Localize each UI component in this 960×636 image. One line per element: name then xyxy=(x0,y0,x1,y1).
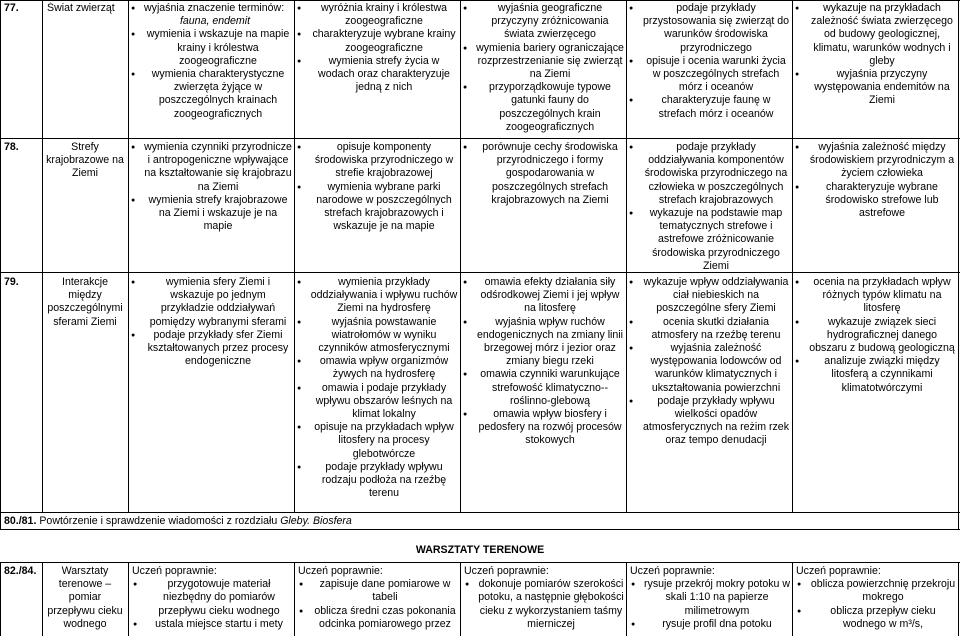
requirement-item: ● wyróżnia krainy i królestwa zoogeograficzne xyxy=(296,2,458,28)
requirement-item: ● opisuje komponenty środowiska przyrodniczego w strefie krajobrazowej xyxy=(296,141,458,181)
requirement-item: ● oblicza przepływ cieku wodnego w m³/s, xyxy=(796,605,956,631)
lesson-number: 78. xyxy=(4,141,19,153)
requirement-item: ● omawia czynniki warunkujące strefowość klimatyczno--roślinno-glebową xyxy=(462,368,624,408)
grid-line xyxy=(42,562,43,636)
requirement-item: ● wyjaśnia geograficzne przyczyny zróżnicowania świata zwierzęcego xyxy=(462,2,624,42)
requirement-item: ● ocenia na przykładach wpływ różnych typów klimatu na litosferę xyxy=(794,276,956,316)
workshop-heading: WARSZTATY TERENOWE xyxy=(415,544,545,556)
requirement-item: ● zapisuje dane pomiarowe w tabeli xyxy=(298,578,458,604)
review-chapter: Gleby. Biosfera xyxy=(280,515,352,527)
requirement-item: ● oblicza powierzchnię przekroju mokrego xyxy=(796,578,956,604)
review-text: Powtórzenie i sprawdzenie wiadomości z rozdziału xyxy=(39,515,281,527)
review-number: 80./81. xyxy=(4,515,37,527)
grid-line xyxy=(0,0,1,529)
grid-line xyxy=(0,0,960,1)
requirement-item: ● wymienia czynniki przyrodnicze i antropogeniczne wpływające na kształtowanie się krajobrazu na Ziemi xyxy=(130,141,292,194)
requirement-item: ● wykazuje związek sieci hydrograficznej danego obszaru z budową geologiczną xyxy=(794,316,956,356)
grid-line xyxy=(792,562,793,636)
grid-line xyxy=(0,512,960,513)
grid-line xyxy=(294,562,295,636)
requirements-c4 xyxy=(628,2,790,121)
requirements-c2 xyxy=(296,2,458,94)
requirements-c4 xyxy=(628,141,790,273)
requirement-item: ● ocenia skutki działania atmosfery na rzeźbę terenu xyxy=(628,316,790,342)
requirement-item: ● charakteryzuje wybrane środowisko strefowe lub astrefowe xyxy=(794,181,956,221)
lesson-topic: Świat zwierząt xyxy=(47,2,115,14)
requirement-item: ● dokonuje pomiarów szerokości potoku, a następnie głębokości cieku z wykorzystaniem taśmy mierniczej xyxy=(464,578,624,631)
workshop-c1 xyxy=(132,565,292,631)
workshop-c5 xyxy=(796,565,956,631)
grid-line xyxy=(128,562,129,636)
workshop-intro: Uczeń poprawnie: xyxy=(796,565,881,577)
lesson-number: 79. xyxy=(4,276,19,288)
grid-line xyxy=(626,0,627,512)
workshop-c4 xyxy=(630,565,790,631)
requirement-item: ● ustala miejsce startu i mety xyxy=(132,618,292,631)
requirement-item: ● wykazuje wpływ oddziaływania ciał niebieskich na poszczególne sfery Ziemi xyxy=(628,276,790,316)
workshop-intro: Uczeń poprawnie: xyxy=(630,565,715,577)
requirement-item: ● podaje przykłady wpływu wielkości opadów atmosferycznych na reżim rzek oraz tempo denudacji xyxy=(628,395,790,448)
grid-line xyxy=(460,562,461,636)
requirement-item: ● wyjaśnia zależność występowania lodowców od warunków klimatycznych i ukształtowania powierzchni xyxy=(628,342,790,395)
requirement-item: ● wyjaśnia przyczyny występowania endemitów na Ziemi xyxy=(794,68,956,108)
lesson-topic: Interakcje między poszczególnymi sferami Ziemi xyxy=(47,276,123,328)
requirements-c3 xyxy=(462,2,624,134)
requirement-item: ● przyporządkowuje typowe gatunki fauny do poszczególnych krain zoogeograficznych xyxy=(462,81,624,134)
requirement-item: ● wyjaśnia wpływ ruchów endogenicznych na zmiany linii brzegowej mórz i jezior oraz zmiany biegu rzeki xyxy=(462,316,624,369)
workshop-c2 xyxy=(298,565,458,631)
requirement-item: ● rysuje przekrój mokry potoku w skali 1:10 na papierze milimetrowym xyxy=(630,578,790,618)
requirement-item: ● opisuje na przykładach wpływ litosfery na procesy glebotwórcze xyxy=(296,421,458,461)
requirement-item: ● oblicza średni czas pokonania odcinka pomiarowego przez xyxy=(298,605,458,631)
requirement-item: ● analizuje związki między litosferą a czynnikami klimatotwórczymi xyxy=(794,355,956,395)
requirement-item: ● omawia efekty działania siły odśrodkowej Ziemi i jej wpływ na litosferę xyxy=(462,276,624,316)
grid-line xyxy=(0,138,960,139)
requirements-c1 xyxy=(130,2,292,121)
requirement-item: ● wymienia przykłady oddziaływania i wpływu ruchów Ziemi na hydrosferę xyxy=(296,276,458,316)
requirement-item: ● wymienia charakterystyczne zwierzęta żyjące w poszczególnych krainach zoogeograficznych xyxy=(130,68,292,121)
requirement-item: ● wyjaśnia znaczenie terminów: xyxy=(130,2,292,15)
requirement-item: ● charakteryzuje wybrane krainy zoogeograficzne xyxy=(296,28,458,54)
requirement-item: ● przygotowuje materiał niezbędny do pomiarów przepływu cieku wodnego xyxy=(132,578,292,618)
requirements-c5 xyxy=(794,2,956,108)
workshop-number: 82./84. xyxy=(4,565,37,577)
requirement-item: ● wymienia bariery ograniczające rozprzestrzenianie się zwierząt na Ziemi xyxy=(462,42,624,82)
grid-line xyxy=(792,0,793,512)
workshop-topic: Warsztaty terenowe – pomiar przepływu cieku wodnego xyxy=(47,565,123,630)
requirements-c3 xyxy=(462,141,624,207)
requirements-c1 xyxy=(130,276,292,368)
requirement-terms: fauna, endemit xyxy=(179,15,251,28)
grid-line xyxy=(128,0,129,512)
requirement-item: ● omawia i podaje przykłady wpływu obszarów leśnych na klimat lokalny xyxy=(296,382,458,422)
grid-line xyxy=(294,0,295,512)
review-row xyxy=(4,515,954,528)
requirements-c4 xyxy=(628,276,790,448)
workshop-intro: Uczeń poprawnie: xyxy=(132,565,217,577)
requirements-c5 xyxy=(794,276,956,395)
grid-line xyxy=(0,529,960,530)
requirement-item: ● rysuje profil dna potoku xyxy=(630,618,790,631)
requirement-item: ● wymienia wybrane parki narodowe w poszczególnych strefach krajobrazowych i wskazuje je na mapie xyxy=(296,181,458,234)
requirement-item: ● wyjaśnia powstawanie wiatrołomów w wyniku czynników atmosferycznymi xyxy=(296,316,458,356)
requirement-item: ● podaje przykłady wpływu rodzaju podłoża na rzeźbę terenu xyxy=(296,461,458,501)
lesson-number: 77. xyxy=(4,2,19,14)
workshop-intro: Uczeń poprawnie: xyxy=(464,565,549,577)
requirements-c3 xyxy=(462,276,624,448)
requirements-c1 xyxy=(130,141,292,233)
requirement-item: ● omawia wpływ biosfery i pedosfery na rozwój procesów stokowych xyxy=(462,408,624,448)
requirement-item: ● podaje przykłady sfer Ziemi kształtowanych przez procesy endogeniczne xyxy=(130,329,292,369)
requirement-item: ● podaje przykłady oddziaływania komponentów środowiska przyrodniczego na człowieka w poszczególnych strefach krajobrazowych xyxy=(628,141,790,207)
grid-line xyxy=(958,0,959,529)
requirement-item: ● omawia wpływ organizmów żywych na hydrosferę xyxy=(296,355,458,381)
grid-line xyxy=(0,562,960,563)
requirement-item: ● podaje przykłady przystosowania się zwierząt do warunków środowiska przyrodniczego xyxy=(628,2,790,55)
grid-line xyxy=(0,562,1,636)
requirement-item: ● charakteryzuje faunę w strefach mórz i oceanów xyxy=(628,94,790,120)
requirements-c2 xyxy=(296,141,458,233)
lesson-topic: Strefy krajobrazowe na Ziemi xyxy=(46,141,124,180)
grid-line xyxy=(460,0,461,512)
workshop-c3 xyxy=(464,565,624,631)
requirement-item: ● wymienia sfery Ziemi i wskazuje po jednym przykładzie oddziaływań pomiędzy wybranymi sferami xyxy=(130,276,292,329)
requirement-item: ● wymienia strefy krajobrazowe na Ziemi i wskazuje je na mapie xyxy=(130,194,292,234)
requirement-item: ● wykazuje na przykładach zależność świata zwierzęcego od budowy geologicznej, klimatu, warunków wodnych i gleby xyxy=(794,2,956,68)
requirements-c5 xyxy=(794,141,956,220)
grid-line xyxy=(42,0,43,512)
requirements-c2 xyxy=(296,276,458,500)
requirement-item: ● wyjaśnia zależność między środowiskiem przyrodniczym a życiem człowieka xyxy=(794,141,956,181)
requirement-item: ● wykazuje na podstawie map tematycznych strefowe i astrefowe zróżnicowanie środowiska przyrodniczego Ziemi xyxy=(628,207,790,273)
grid-line xyxy=(958,562,959,636)
grid-line xyxy=(626,562,627,636)
requirement-item: ● wymienia i wskazuje na mapie krainy i królestwa zoogeograficzne xyxy=(130,28,292,68)
requirement-item: ● porównuje cechy środowiska przyrodniczego i formy gospodarowania w poszczególnych strefach krajobrazowych na Ziemi xyxy=(462,141,624,207)
requirement-item: ● wymienia strefy życia w wodach oraz charakteryzuje jedną z nich xyxy=(296,55,458,95)
requirement-item: ● opisuje i ocenia warunki życia w poszczególnych strefach mórz i oceanów xyxy=(628,55,790,95)
grid-line xyxy=(0,272,960,273)
workshop-intro: Uczeń poprawnie: xyxy=(298,565,383,577)
